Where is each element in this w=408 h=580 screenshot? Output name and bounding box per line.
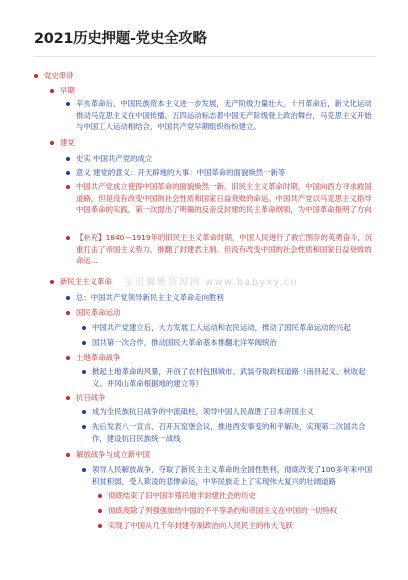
outline-item bbox=[82, 337, 376, 349]
outline-item-text: 意义 建党的意义：开天辟地的大事：中国革命的面貌焕然一新等 bbox=[76, 168, 286, 177]
outline-item-text: 先后发表八一宣言、召开瓦窑堡会议，推进西安事变的和平解决，实现第二次国共合作，建设抗日民族统一战线 bbox=[92, 422, 366, 443]
outline-item-text: 国民革命运动 bbox=[76, 308, 121, 317]
bullet-icon bbox=[34, 74, 38, 78]
outline-item bbox=[82, 322, 376, 334]
bullet-icon bbox=[98, 494, 102, 498]
bullet-icon bbox=[82, 468, 86, 472]
outline-item-text: 解放战争与成立新中国 bbox=[76, 450, 150, 459]
outline-item bbox=[66, 449, 376, 461]
outline-item bbox=[66, 232, 376, 267]
bullet-icon bbox=[82, 410, 86, 414]
outline-item bbox=[82, 464, 376, 487]
bullet-icon bbox=[66, 171, 70, 175]
outline-item-text: 土地革命战争 bbox=[76, 353, 121, 362]
outline-item-text: 抗日战争 bbox=[76, 393, 106, 402]
outline-item-text: 【补充】1840—1919年的旧民主主义革命时期，中国人民进行了救亡图存的英勇奋斗，沉重打击了帝国主义势力，推翻了封建君主制。但没有改变中国的社会性质和国家日益衰败的命运... bbox=[76, 233, 373, 265]
outline-item-text: 史实 中国共产党的成立 bbox=[76, 154, 153, 163]
outline-item-text: 实现了中国从几千年封建专制政治向人民民主的伟大飞跃 bbox=[108, 521, 293, 530]
outline-item bbox=[66, 153, 376, 165]
outline-item bbox=[66, 181, 376, 216]
bullet-icon bbox=[66, 185, 70, 189]
outline-item bbox=[82, 421, 376, 444]
bullet-icon bbox=[82, 341, 86, 345]
outline-item bbox=[50, 85, 376, 97]
bullet-icon bbox=[50, 280, 54, 284]
outline-item bbox=[82, 366, 376, 389]
bullet-icon bbox=[98, 524, 102, 528]
outline-item-text: 新民主主义革命 bbox=[60, 277, 112, 286]
bullet-icon bbox=[66, 311, 70, 315]
outline-item bbox=[98, 490, 376, 502]
watermark-text: 宝贝馨雅资源网 www.babyxy.cn bbox=[124, 277, 299, 288]
outline-item-text: 建党 bbox=[60, 138, 75, 147]
outline-item-text: 彻底废除了列强强加给中国的不平等条约和帝国主义在中国的一切特权 bbox=[108, 506, 338, 515]
bullet-icon bbox=[66, 453, 70, 457]
outline-item-text: 中国共产党建立后，大力发展工人运动和农民运动，推动了国民革命运动的兴起 bbox=[92, 323, 351, 332]
outline-item-text: 辛亥革命后，中国民族资本主义进一步发展，无产阶级力量壮大。十月革命后，新文化运动推动马克思主义在中国传播。五四运动标志着中国无产阶级登上政治舞台，马克思主义开始与中国工人运动相结合，中国共产党早期组织纷纷建立。 bbox=[76, 99, 372, 131]
outline-item bbox=[66, 352, 376, 364]
bullet-icon bbox=[98, 509, 102, 513]
bullet-icon bbox=[66, 396, 70, 400]
outline-item bbox=[66, 167, 376, 179]
outline-item-text: 总：中国共产党领导新民主主义革命走向胜利 bbox=[76, 293, 224, 302]
outline-item-text: 成为全民族抗日战争的中流砥柱，领导中国人民战胜了日本帝国主义 bbox=[92, 407, 314, 416]
outline-item-text: 党史串讲 bbox=[44, 71, 74, 80]
bullet-icon bbox=[82, 370, 86, 374]
outline-item bbox=[82, 406, 376, 418]
outline-item-text: 中国共产党成立使得中国革命的面貌焕然一新。旧民主主义革命时期，中国向西方寻求救国道路，但是没有改变中国的社会性质和国家日益衰败的命运。中国共产党以马克思主义指导中国革命的实践，第一次提出了明确的反帝反封建的民主革命纲领，为中国革命指明了方向 bbox=[76, 182, 372, 214]
bullet-icon bbox=[50, 89, 54, 93]
bullet-icon bbox=[66, 236, 70, 240]
outline-item bbox=[98, 505, 376, 517]
bullet-icon bbox=[66, 157, 70, 161]
bullet-icon bbox=[66, 102, 70, 106]
outline-item-text: 早期 bbox=[60, 86, 75, 95]
outline-item-text: 掀起土地革命的风暴，开创了农村包围城市、武装夺取政权道路（南昌起义、秋收起义、井冈山革命根据地的建立等） bbox=[92, 367, 366, 388]
outline-item bbox=[66, 392, 376, 404]
outline-item bbox=[50, 137, 376, 149]
outline-item-text: 领导人民解放战争，夺取了新民主主义革命的全国性胜利，彻底改变了100多年来中国积贫积弱，受人欺凌的悲惨命运，中华民族走上了实现伟大复兴的壮阔道路 bbox=[92, 465, 373, 486]
bullet-icon bbox=[50, 141, 54, 145]
bullet-icon bbox=[66, 356, 70, 360]
bullet-icon bbox=[82, 326, 86, 330]
bullet-icon bbox=[66, 296, 70, 300]
outline-item bbox=[98, 520, 376, 532]
bullet-icon bbox=[82, 425, 86, 429]
outline-item-text: 国共第一次合作，推动国民大革命基本推翻北洋军阀统治 bbox=[92, 338, 277, 347]
page-title: 2021历史押题-党史全攻略 bbox=[34, 31, 207, 47]
outline-item bbox=[66, 307, 376, 319]
outline-item bbox=[34, 70, 376, 82]
outline-item-text: 彻底结束了旧中国半殖民地半封建社会的历史 bbox=[108, 491, 256, 500]
outline-item bbox=[66, 292, 376, 304]
outline-item bbox=[66, 98, 376, 133]
